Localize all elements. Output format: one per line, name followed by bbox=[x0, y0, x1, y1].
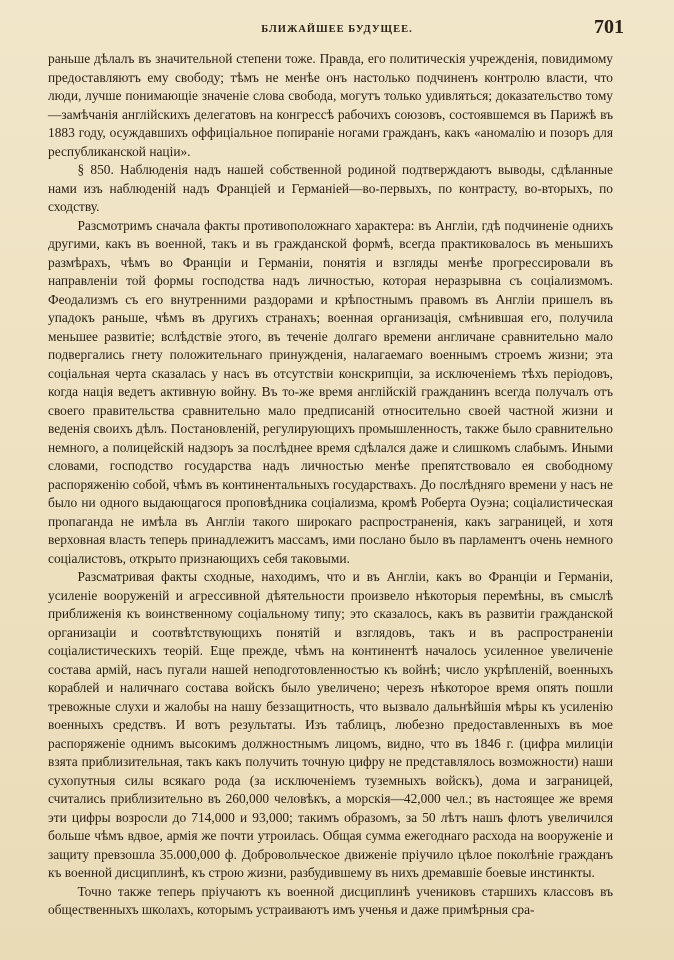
paragraph: Разсмотримъ сначала факты противоположнаго характера: въ Англіи, гдѣ подчиненіе однихъ другими, какъ въ военной, такъ и въ гражданской формѣ, всегда практиковалось въ меньшихъ размѣрахъ, чѣмъ во Франціи и Германіи, понятія и взгляды менѣе прогрессировали въ направленіи той формы господства надъ личностью, которая неразрывна съ соціализмомъ. Феодализмъ съ его внутренними раздорами и крѣпостнымъ правомъ въ Англіи пришелъ въ упадокъ раньше, чѣмъ въ другихъ странахъ; военная организація, смѣнившая его, получила меньшее развитіе; вслѣдствіе этого, въ теченіе долгаго времени англичане сравнительно мало подвергались гнету положительнаго принужденія, налагаемаго военнымъ строемъ жизни; эта соціальная черта сказалась у насъ въ отсутствіи конскрипціи, за исключеніемъ тѣхъ періодовъ, когда нація ведетъ активную войну. Въ то-же время англійскій гражданинъ всегда получалъ отъ своего правительства сравнительно мало предписаній относительно своей частной жизни и веденія своихъ дѣлъ. Постановленій, регулирующихъ промышленность, также было сравнительно немного, а полицейскій надзоръ за послѣднее время сдѣлался даже и слишкомъ слабымъ. Иными словами, господство государства надъ личностью менѣе препятствовало ея свободному распоряженію собой, чѣмъ въ континентальныхъ государствахъ. До послѣдняго времени у насъ не было ни одного выдающагося проповѣдника соціализма, кромѣ Роберта Оуэна; соціалистическая пропаганда не имѣла въ Англіи такого широкаго распространенія, какъ заграницей, и хотя верховная власть теперь принадлежитъ массамъ, ими послано было въ парламентъ очень немного соціалистовъ, открыто признающихъ себя таковыми. bbox=[48, 217, 613, 566]
paragraph: Разсматривая факты сходные, находимъ, что и въ Англіи, какъ во Франціи и Германіи, усиленіе вооруженій и агрессивной дѣятельности произвело нѣкоторыя перемѣны, въ смыслѣ приближенія къ воинственному соціальному типу; это сказалось, какъ въ развитіи гражданской организаціи и соотвѣтствующихъ понятій и взглядовъ, такъ и въ распространеніи соціалистическихъ теорій. Еще прежде, чѣмъ на континентѣ началось усиленное увеличеніе состава армій, насъ пугали нашей неподготовленностью къ войнѣ; число укрѣпленій, военныхъ кораблей и наличнаго состава войскъ было увеличено; черезъ нѣкоторое время опять пошли тревожные слухи и жалобы на нашу беззащитность, что вызвало дальнѣйшія мѣры къ усиленію военныхъ средствъ. И вотъ результаты. Изъ таблицъ, любезно предоставленныхъ въ мое распоряженіе однимъ высокимъ должностнымъ лицомъ, видно, что въ 1846 г. (цифра милиціи взята приблизительная, такъ какъ получить точную цифру не представлялось возможности) наши сухопутныя силы всякаго рода (за исключеніемъ туземныхъ войскъ), дома и заграницей, считались приблизительно въ 260,000 человѣкъ, а морскія—42,000 чел.; въ настоящее же время эти цифры возросли до 714,000 и 93,000; такимъ образомъ, за 50 лѣтъ нашъ флотъ увеличился больше чѣмъ вдвое, армія же почти утроилась. Общая сумма ежегоднаго расхода на вооруженіе и защиту превзошла 35.000,000 ф. Добровольческое движеніе пріучило цѣлое поколѣніе гражданъ къ военной дисциплинѣ, къ строю жизни, разбудившему въ нихъ дремавшіе боевые инстинкты. bbox=[48, 569, 613, 880]
page-number: 701 bbox=[594, 16, 624, 38]
running-title: БЛИЖАЙШЕЕ БУДУЩЕЕ. bbox=[261, 24, 413, 35]
body-text bbox=[48, 50, 613, 920]
paragraph: Точно также теперь пріучаютъ къ военной дисциплинѣ учениковъ старшихъ классовъ въ общественныхъ школахъ, которымъ устраиваютъ имъ ученья и даже примѣрныя сра- bbox=[48, 883, 613, 917]
paragraph: раньше дѣлалъ въ значительной степени тоже. Правда, его политическія учрежденія, повидимому предоставляютъ ему свободу; тѣмъ не менѣе онъ настолько подчиненъ контролю власти, что люди, лучше понимающіе значеніе слова свобода, могутъ только удивляться; доказательство тому—замѣчанія англійскихъ делегатовъ на конгрессѣ рабочихъ союзовъ, состоявшемся въ Парижѣ въ 1883 году, осуждавшихъ оффиціальное попираніе ногами гражданъ, какъ «аномалію и позоръ для республиканской націи». bbox=[48, 51, 613, 159]
page-header bbox=[50, 14, 624, 44]
paragraph: § 850. Наблюденія надъ нашей собственной родиной подтверждаютъ выводы, сдѣланные нами изъ наблюденій надъ Франціей и Германіей—во-первыхъ, по контрасту, во-вторыхъ, по сходству. bbox=[48, 162, 613, 214]
